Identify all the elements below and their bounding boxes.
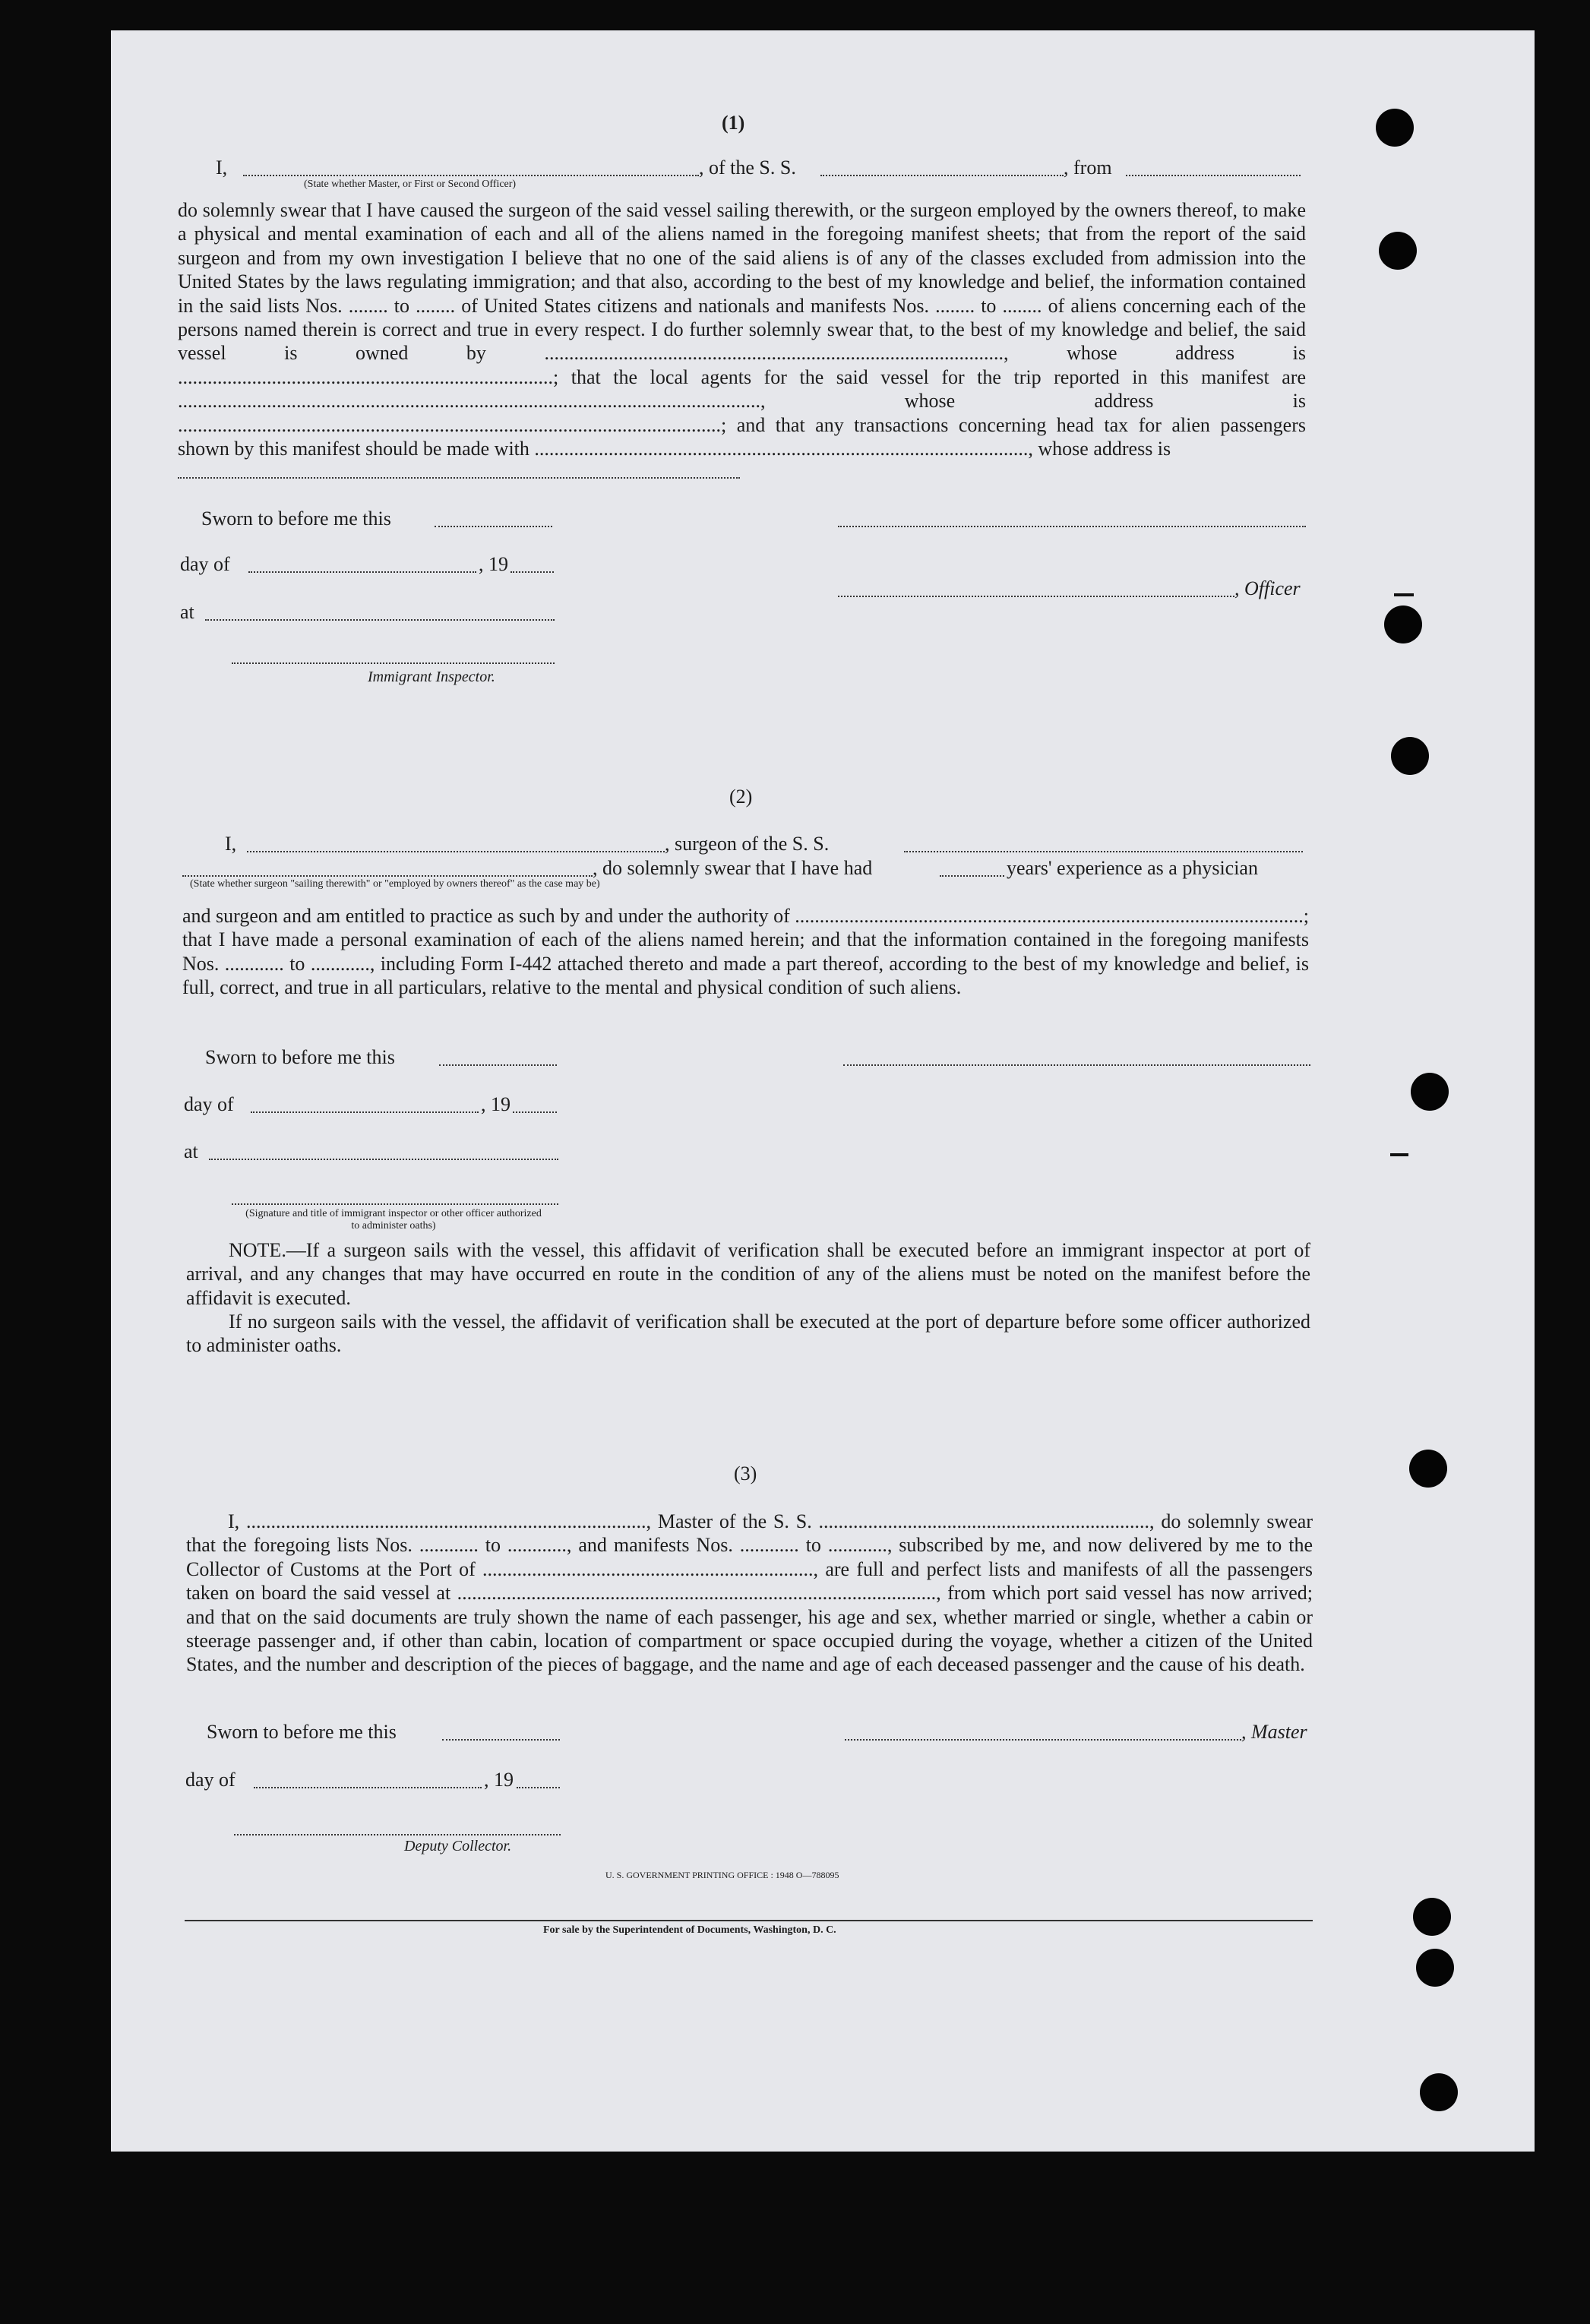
section-2-surgeon-signature-field[interactable]: [843, 1064, 1310, 1066]
section-1-year: , 19: [479, 553, 508, 575]
master-label: , Master: [1241, 1721, 1307, 1743]
section-2-swear-text: , do solemnly swear that I have had: [593, 857, 873, 879]
section-1-day-of: day of: [180, 553, 230, 575]
section-1-of-ss: , of the S. S.: [699, 157, 796, 179]
binder-hole: [1416, 1949, 1454, 1987]
binder-hole: [1411, 1073, 1449, 1111]
printing-office-note: U. S. GOVERNMENT PRINTING OFFICE : 1948 O—788095: [605, 1870, 839, 1880]
section-2-years-text: years' experience as a physician: [1007, 857, 1258, 879]
years-field[interactable]: [940, 875, 1004, 877]
section-1-number: (1): [722, 112, 745, 134]
inspector-label: Immigrant Inspector.: [368, 669, 495, 685]
section-2-place-field[interactable]: [209, 1159, 558, 1160]
section-1-from: , from: [1064, 157, 1112, 179]
section-3-day-field[interactable]: [254, 1787, 482, 1788]
from-port-field[interactable]: [1126, 175, 1301, 176]
edge-mark: [1390, 1153, 1408, 1156]
surgeon-status-field[interactable]: [182, 875, 593, 877]
section-2-note-continued: If no surgeon sails with the vessel, the affidavit of verification shall be executed at the port of departure before some officer authorized to administer oaths.: [186, 1311, 1310, 1357]
deputy-signature-field[interactable]: [234, 1834, 561, 1835]
surgeon-name-field[interactable]: [247, 851, 665, 852]
master-signature-field[interactable]: [845, 1739, 1241, 1741]
section-1-sworn: Sworn to before me this: [201, 507, 391, 530]
binder-hole: [1391, 737, 1429, 775]
section-2-surgeon-of: , surgeon of the S. S.: [665, 833, 830, 855]
officer-title-note: (State whether Master, or First or Second Officer): [304, 179, 517, 190]
binder-hole: [1413, 1898, 1451, 1936]
section-2-inspector-signature-field[interactable]: [232, 1203, 558, 1205]
sale-notice: For sale by the Superintendent of Documents, Washington, D. C.: [543, 1924, 836, 1936]
section-2-vessel-field[interactable]: [904, 851, 1303, 852]
section-3-number: (3): [734, 1462, 757, 1485]
year-field[interactable]: [511, 571, 554, 573]
section-2-day-of: day of: [184, 1093, 234, 1115]
day-month-field[interactable]: [248, 571, 476, 573]
section-1-at: at: [180, 601, 194, 623]
officer-signature-field[interactable]: [838, 526, 1306, 527]
section-3-year-field[interactable]: [517, 1787, 560, 1788]
place-field[interactable]: [205, 619, 555, 621]
inspector-signature-field[interactable]: [232, 662, 555, 664]
sworn-date-field[interactable]: [435, 526, 552, 527]
address-continuation-field[interactable]: [178, 477, 740, 479]
section-2-at: at: [184, 1140, 198, 1162]
section-3-sworn-date-field[interactable]: [442, 1739, 560, 1741]
binder-hole: [1420, 2073, 1458, 2111]
section-3-sworn: Sworn to before me this: [207, 1721, 397, 1743]
section-2-day-field[interactable]: [251, 1111, 479, 1113]
section-3-paragraph: I, ................................................................................., Master of the S. S. ..................................................................., do solemnly swear that the foregoing lists Nos. ............ to ............, and manifests Nos. ............ to ............, subscribed by me, and now delivered by me to the Collector of Customs at the Port of ..................................................................., are full and perfect lists and manifests of all the passengers taken on board the said vessel at ................................................................................................., from which port said vessel has now arrived; and that on the said documents are truly shown the name of each passenger, his age and sex, whether married or single, whether a cabin or steerage passenger and, if other than cabin, location of compartment or space occupied during the voyage, whether a citizen of the United States, and the number and description of the pieces of baggage, and the name and age of each deceased passenger and the cause of his death.: [186, 1510, 1313, 1676]
deputy-collector-label: Deputy Collector.: [404, 1838, 512, 1854]
section-2-sworn: Sworn to before me this: [205, 1046, 395, 1068]
surgeon-status-note: (State whether surgeon "sailing therewith" or "employed by owners thereof" as the case may be): [190, 878, 600, 890]
officer-name-field[interactable]: [243, 175, 699, 176]
footer-rule: [185, 1920, 1313, 1921]
section-1-i: I,: [216, 157, 228, 179]
section-2-number: (2): [729, 786, 753, 808]
section-1-paragraph: do solemnly swear that I have caused the surgeon of the said vessel sailing therewith, or the surgeon employed by the owners thereof, to make a physical and mental examination of each and all of the aliens named in the foregoing manifest sheets; that from the report of the said surgeon and from my own investigation I believe that no one of the said aliens is of any of the classes excluded from admission into the United States by the laws regulating immigration; and that also, according to the best of my knowledge and belief, the information contained in the said lists Nos. ........ to ........ of United States citizens and nationals and manifests Nos. ........ to ........ of aliens concerning each of the persons named therein is correct and true in every respect. I do further solemnly swear that, to the best of my knowledge and belief, the said vessel is owned by ............................................................................................., whose address is ............................................................................; that the local agents for the said vessel for the trip reported in this manifest are ......................................................................................................................, whose address is ..............................................................................................................; and that any transactions concerning head tax for alien passengers shown by this manifest should be made with ...................................................................................................., whose address is: [178, 199, 1306, 460]
section-2-sworn-date-field[interactable]: [439, 1064, 557, 1066]
section-2-year-field[interactable]: [513, 1111, 557, 1113]
vessel-name-field[interactable]: [820, 175, 1064, 176]
binder-hole: [1384, 606, 1422, 643]
section-2-note: NOTE.—If a surgeon sails with the vessel, this affidavit of verification shall be executed before an immigrant inspector at port of arrival, and any changes that may have occurred en route in the condition of any of the aliens must be noted on the manifest before the affidavit is executed.: [186, 1239, 1310, 1309]
officer-title-field[interactable]: [838, 596, 1234, 597]
binder-hole: [1379, 232, 1417, 270]
officer-label: , Officer: [1234, 577, 1301, 599]
edge-mark: [1394, 593, 1414, 596]
section-2-i: I,: [225, 833, 237, 855]
section-3-year: , 19: [484, 1769, 514, 1791]
section-3-day-of: day of: [185, 1769, 235, 1791]
section-2-paragraph: and surgeon and am entitled to practice as such by and under the authority of .......................................................................................................; that I have made a personal examination of each of the aliens named herein; and that the information contained in the foregoing manifests Nos. ............ to ............, including Form I-442 attached thereto and made a part thereof, according to the best of my knowledge and belief, is full, correct, and true in all particulars, relative to the mental and physical condition of such aliens.: [182, 905, 1309, 999]
binder-hole: [1376, 109, 1414, 147]
section-2-year: , 19: [481, 1093, 511, 1115]
signature-title-note: (Signature and title of immigrant inspector or other officer authorized to administer oaths): [245, 1208, 542, 1232]
binder-hole: [1409, 1450, 1447, 1488]
